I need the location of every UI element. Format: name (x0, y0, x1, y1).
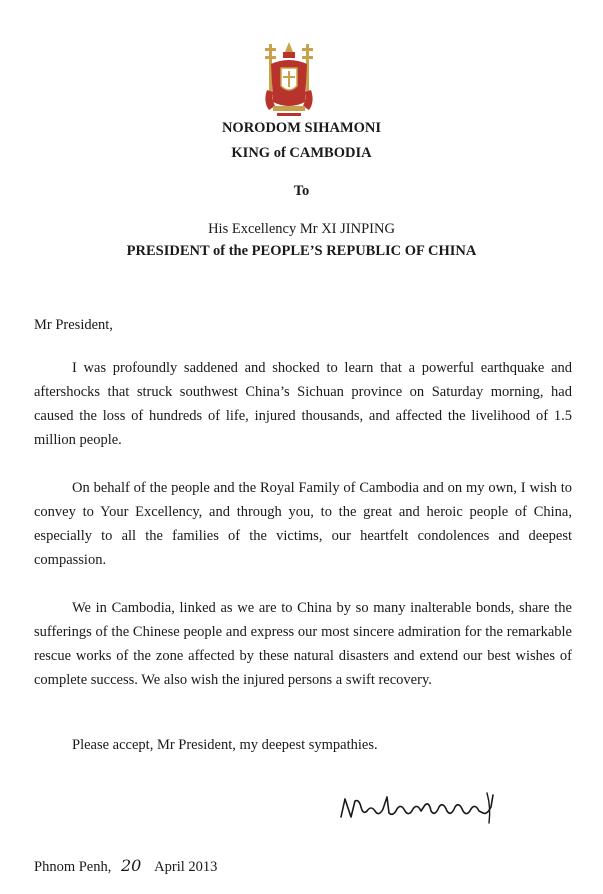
date-day: 20 (120, 856, 142, 875)
closing-line: Please accept, Mr President, my deepest sympathies. (72, 737, 378, 753)
place: Phnom Penh, (34, 859, 112, 875)
recipient-title: PRESIDENT of the PEOPLE’S REPUBLIC OF CHINA (126, 243, 477, 259)
salutation: Mr President, (34, 317, 113, 333)
sender-name: NORODOM SIHAMONI (221, 120, 382, 136)
recipient-name: His Excellency Mr XI JINPING (208, 221, 395, 237)
signature (337, 787, 499, 827)
paragraph-2: On behalf of the people and the Royal Family of Cambodia and on my own, I wish to convey to Your Excellency, and through you, to the great and heroic people of China, especially to all the families of the victims, our heartfelt condolences and deepest compassion. (34, 480, 572, 568)
date-month-year: April 2013 (154, 859, 218, 875)
royal-crest-icon (261, 40, 317, 122)
place-date (34, 856, 217, 876)
to-label: To (293, 183, 310, 199)
sender-title: KING of CAMBODIA (231, 145, 372, 161)
paragraph-3: We in Cambodia, linked as we are to China by so many inalterable bonds, share the sufferings of the Chinese people and express our most sincere admiration for the remarkable rescue works of the zone affected by these natural disasters and extend our best wishes of complete success. We also wish the injured persons a swift recovery. (34, 600, 572, 688)
paragraph-1: I was profoundly saddened and shocked to learn that a powerful earthquake and aftershocks that struck southwest China’s Sichuan province on Saturday morning, had caused the loss of hundreds of life, injured thousands, and affected the livelihood of 1.5 million people. (34, 360, 572, 448)
